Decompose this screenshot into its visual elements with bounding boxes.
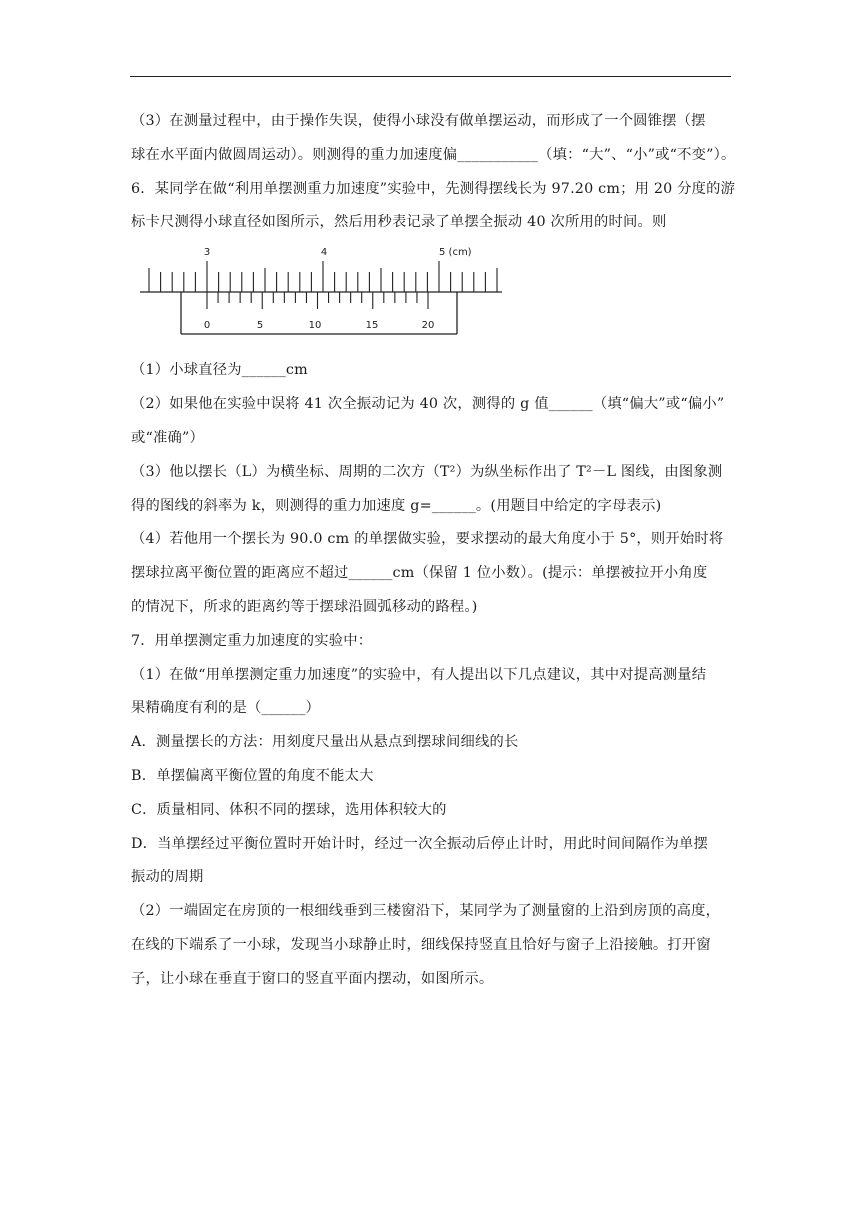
q6-part2-line2: 或“准确”） xyxy=(131,430,205,446)
q6-part3-line1: （3）他以摆长（L）为横坐标、周期的二次方（T²）为纵坐标作出了 T²－L 图线，由图象测 xyxy=(131,464,723,480)
q7-stem: 7．用单摆测定重力加速度的实验中： xyxy=(131,633,373,649)
q6-part4-line3: 的情况下，所求的距离约等于摆球沿圆弧移动的路程。) xyxy=(131,599,478,615)
main-scale-label-4: 4 xyxy=(320,247,328,258)
q6-stem-line2: 标卡尺测得小球直径如图所示，然后用秒表记录了单摆全振动 40 次所用的时间。则 xyxy=(131,214,667,230)
q6-part4-line2: 摆球拉离平衡位置的距离应不超过______cm（保留 1 位小数）。(提示：单摆被拉开小角度 xyxy=(131,565,708,581)
q6-part4-line1: （4）若他用一个摆长为 90.0 cm 的单摆做实验，要求摆动的最大角度小于 5°，则开始时将 xyxy=(131,531,724,547)
q7-option-c: C．质量相同、体积不同的摆球，选用体积较大的 xyxy=(131,802,447,818)
q7-part1-line1: （1）在做“用单摆测定重力加速度”的实验中，有人提出以下几点建议，其中对提高测量结 xyxy=(131,667,707,683)
q5-part3-line2: 球在水平面内做圆周运动）。则测得的重力加速度偏___________（填：“大”、“小”或“不变”）。 xyxy=(131,147,736,163)
q7-option-b: B．单摆偏离平衡位置的角度不能太大 xyxy=(131,768,374,784)
q6-part1: （1）小球直径为______cm xyxy=(131,362,308,378)
main-scale-label-5-cm: 5 (cm) xyxy=(439,247,472,258)
q7-part2-line2: 在线的下端系了一小球，发现当小球静止时，细线保持竖直且恰好与窗子上沿接触。打开窗 xyxy=(131,937,711,953)
q6-part2-line1: （2）如果他在实验中误将 41 次全振动记为 40 次，测得的 g 值______（填“偏大”或“偏小” xyxy=(131,396,725,412)
q7-option-d-line1: D．当单摆经过平衡位置时开始计时，经过一次全振动后停止计时，用此时间间隔作为单摆 xyxy=(131,836,709,852)
vernier-label-5: 5 xyxy=(256,320,264,331)
vernier-label-0: 0 xyxy=(203,320,211,331)
vernier-label-10: 10 xyxy=(308,320,322,331)
q5-part3-line1: （3）在测量过程中，由于操作失误，使得小球没有做单摆运动，而形成了一个圆锥摆（摆 xyxy=(131,113,706,129)
vernier-label-20: 20 xyxy=(421,320,435,331)
q6-part3-line2: 得的图线的斜率为 k，则测得的重力加速度 g=______。(用题目中给定的字母表示) xyxy=(131,498,662,514)
q7-option-a: A．测量摆长的方法：用刻度尺量出从悬点到摆球间细线的长 xyxy=(131,734,519,750)
main-scale xyxy=(140,261,502,292)
q7-part2-line1: （2）一端固定在房顶的一根细线垂到三楼窗沿下，某同学为了测量窗的上沿到房顶的高度， xyxy=(131,903,721,919)
q7-part1-line2: 果精确度有利的是（______） xyxy=(131,700,321,716)
vernier-caliper-figure xyxy=(140,242,502,336)
q6-stem-line1: 6．某同学在做“利用单摆测重力加速度”实验中，先测得摆线长为 97.20 cm；用 20 分度的游 xyxy=(131,181,736,197)
q7-option-d-line2: 振动的周期 xyxy=(131,869,204,885)
vernier-label-15: 15 xyxy=(365,320,379,331)
header-rule xyxy=(130,76,731,77)
q7-part2-line3: 子，让小球在垂直于窗口的竖直平面内摆动，如图所示。 xyxy=(131,971,494,987)
main-scale-label-3: 3 xyxy=(203,247,211,258)
